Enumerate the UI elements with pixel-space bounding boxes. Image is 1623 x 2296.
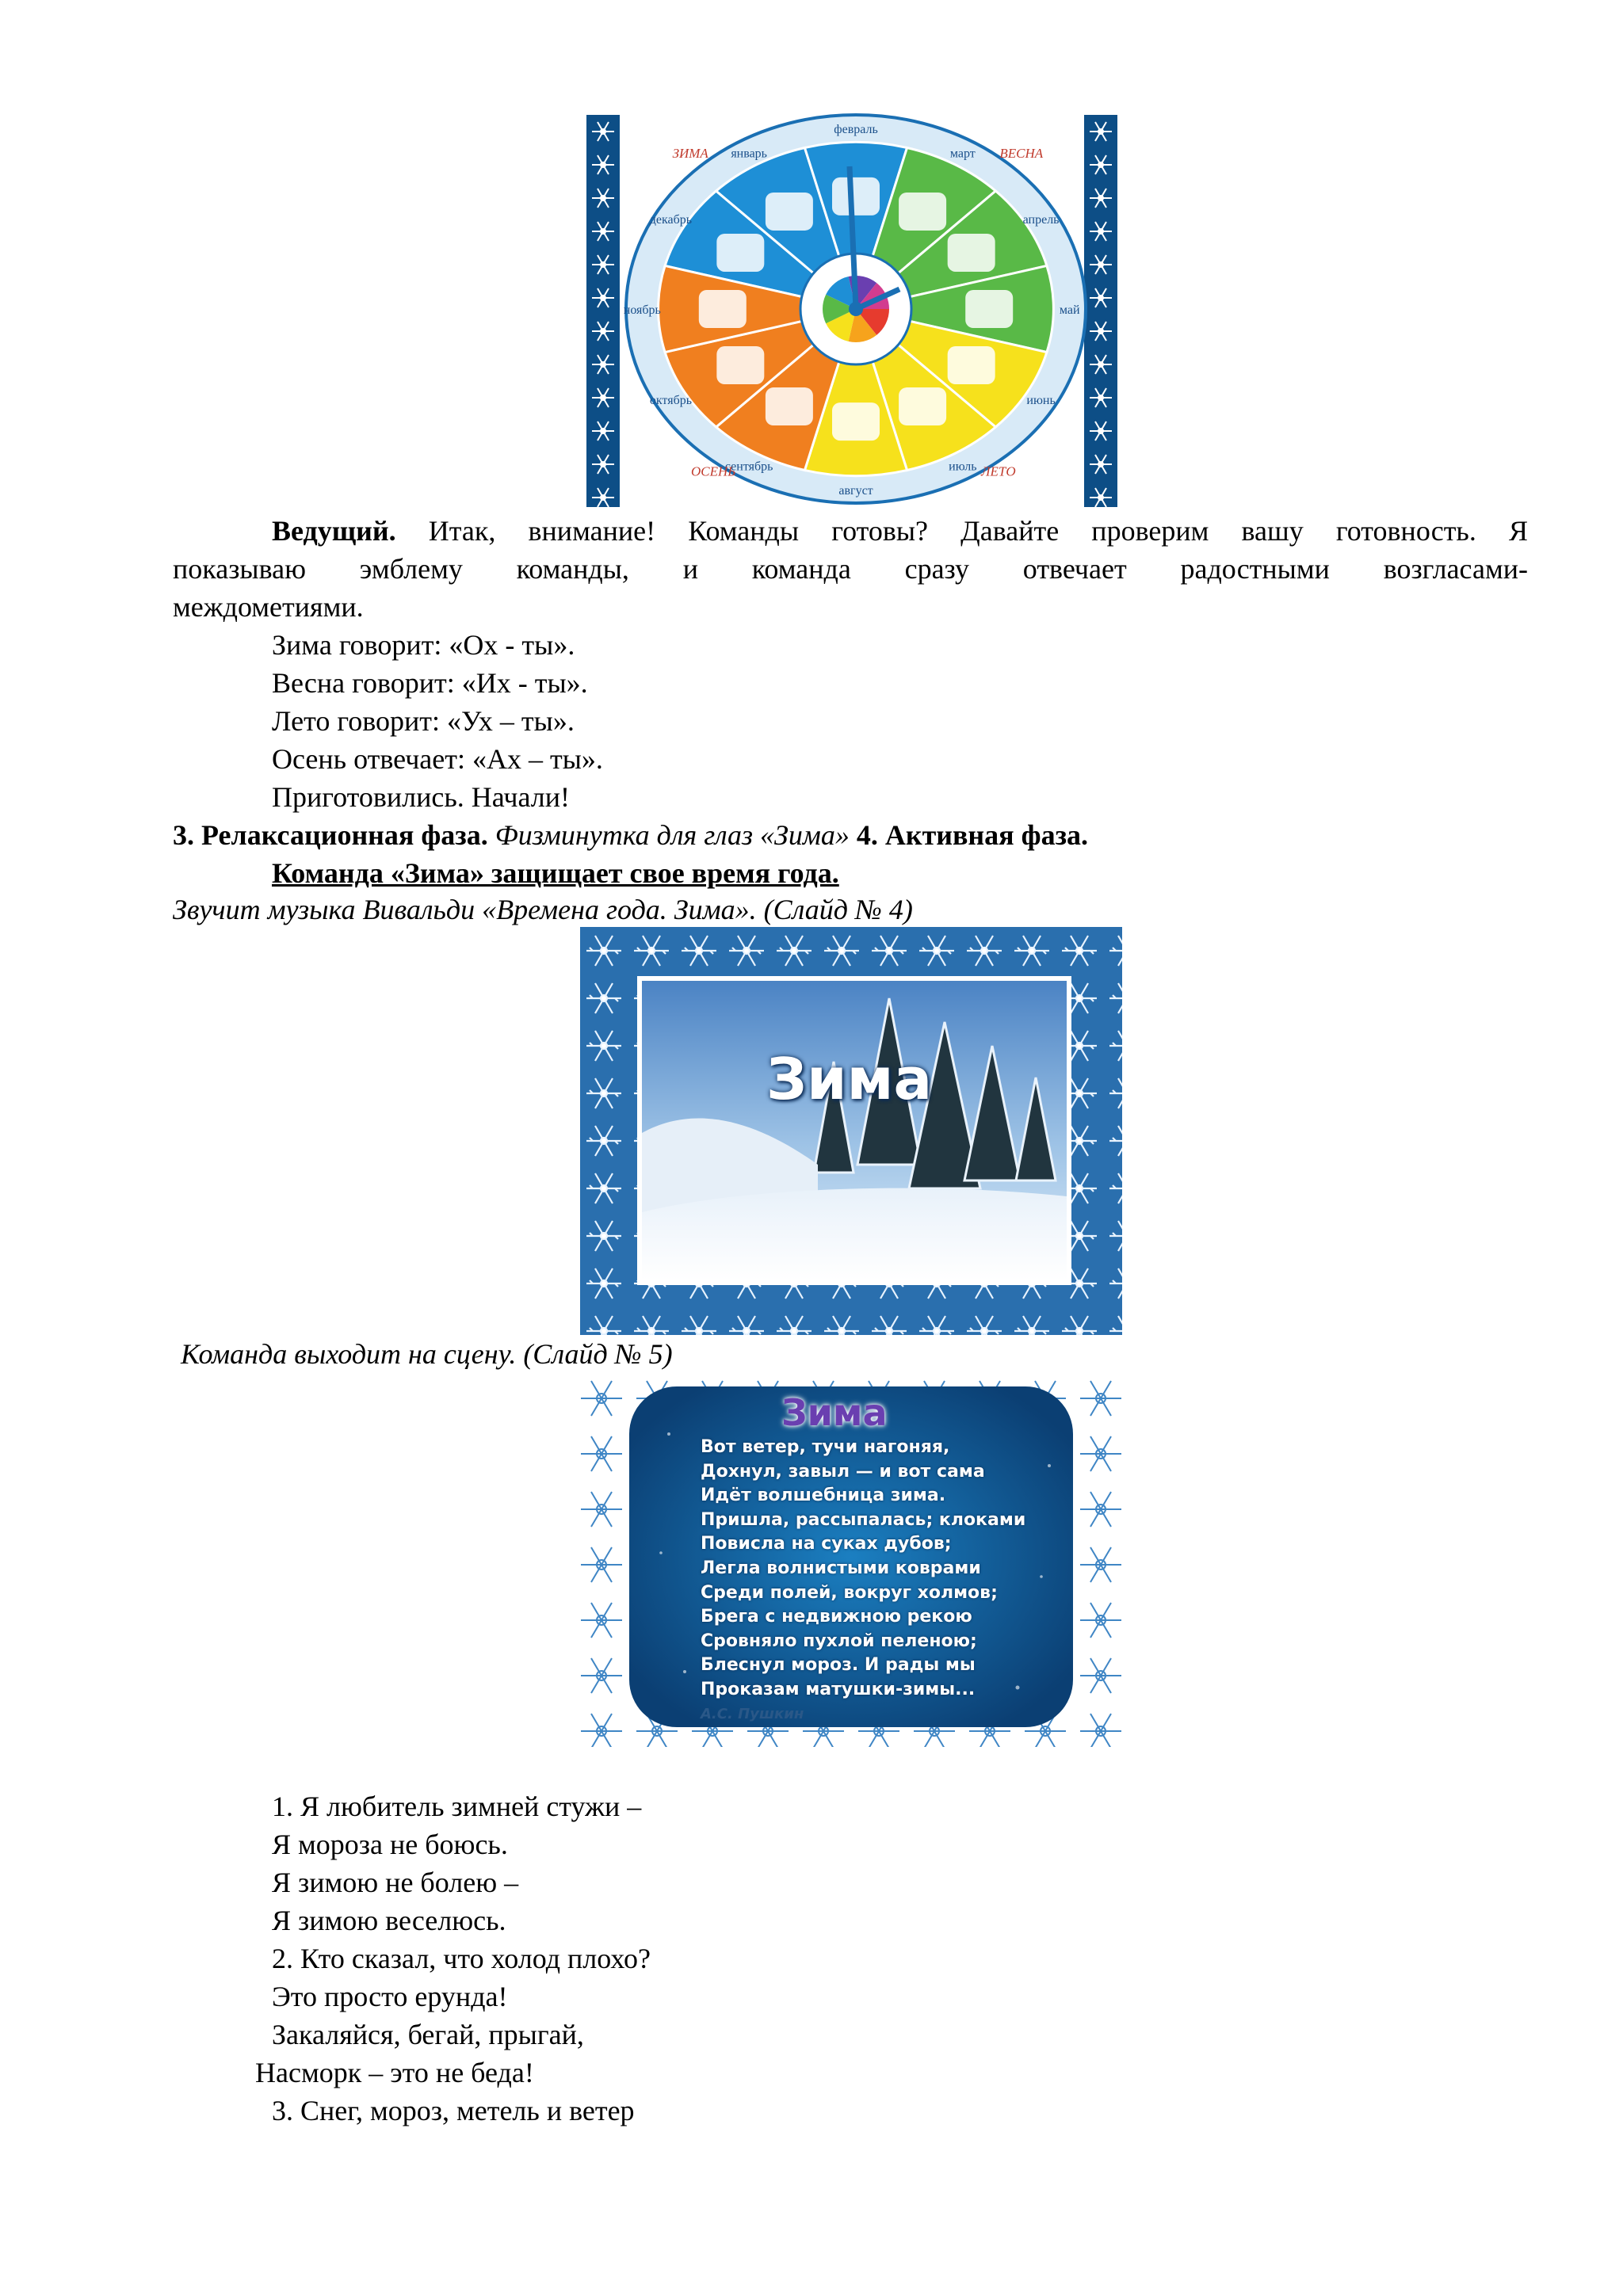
wheel-picture [699,290,747,328]
wheel-picture [832,177,880,215]
verse-line: 2. Кто сказал, что холод плохо? [272,1943,651,1974]
wheel-month-label: сентябрь [724,460,773,474]
reply-autumn: Осень отвечает: «Ах – ты». [272,743,603,775]
wheel-month-label: август [838,483,873,498]
reply-spring: Весна говорит: «Их - ты». [272,667,588,699]
phase4-label: 4. Активная фаза. [856,819,1089,851]
poem-line: Повисла на суках дубов; [701,1534,952,1554]
wheel-picture [965,290,1013,328]
wheel-picture [948,234,995,272]
poem-line: Проказам матушки-зимы... [701,1679,976,1699]
wheel-picture [766,193,813,231]
wheel-month-label: июнь [1026,393,1056,407]
wheel-month-label: октябрь [649,393,693,407]
wheel-picture [899,193,946,231]
poem-line: Брега с недвижною рекою [701,1607,972,1627]
wheel-month-label: январь [731,147,767,161]
poem-line: Идёт волшебница зима. [701,1486,946,1506]
slide-5-title: Зима [781,1391,888,1434]
verse-line: 3. Снег, мороз, метель и ветер [272,2095,635,2126]
wheel-picture [766,387,813,425]
poem-line: Легла волнистыми коврами [701,1558,981,1578]
slide-5-poem [701,1436,1025,1726]
wheel-season-label: ВЕСНА [999,145,1044,161]
music-note: Звучит музыка Вивальди «Времена года. Зима». (Слайд № 4) [173,894,913,925]
verse-line: 1. Я любитель зимней стужи – [272,1791,642,1822]
phase3-label: 3. Релаксационная фаза. [173,819,488,851]
poem-line: Вот ветер, тучи нагоняя, [701,1437,950,1457]
reply-winter: Зима говорит: «Ох - ты». [272,629,575,661]
verse-line: Это просто ерунда! [272,1981,508,2012]
wheel-picture [948,346,995,384]
wheel-picture [899,387,946,425]
verse-line: Я мороза не боюсь. [272,1829,508,1860]
team-heading: Команда «Зима» защищает свое время года. [272,857,839,889]
wheel-month-label: апрель [1022,213,1060,227]
wheel-pivot [849,302,863,316]
phase-heading [173,816,1088,854]
wheel-month-label: декабрь [649,213,693,227]
host-line-2: показываю эмблему команды, и команда сразу отвечает радостными возгласами- [173,553,1528,585]
wheel-month-label: март [949,147,976,161]
wheel-season-label: ЛЕТО [980,463,1016,479]
team-note: Команда выходит на сцену. (Слайд № 5) [181,1338,673,1370]
seasons-wheel [618,111,1094,507]
wheel-picture [832,402,880,441]
host-text-1: Итак, внимание! Команды готовы? Давайте проверим вашу готовность. Я [428,515,1528,547]
verse-line: Закаляйся, бегай, прыгай, [272,2019,584,2050]
ready-line: Приготовились. Начали! [272,781,570,813]
wheel-season-label: ЗИМА [672,145,708,161]
slide-4-frame [580,927,1122,1335]
poem-line: Среди полей, вокруг холмов; [701,1582,998,1603]
host-label: Ведущий. [272,515,396,547]
wheel-picture [716,346,764,384]
wheel-month-label: май [1059,303,1080,317]
seasons-wheel-image [618,111,1094,507]
verse-line: Я зимою веселюсь. [272,1905,506,1936]
wheel-picture [716,234,764,272]
host-line-3: междометиями. [173,591,364,623]
poem-line: Сровняло пухлой пеленою; [701,1630,977,1651]
wheel-month-label: февраль [834,123,878,137]
poem-line: Блеснул мороз. И рады мы [701,1655,976,1676]
host-line-1 [173,512,1528,550]
verse-line: Насморк – это не беда! [255,2057,534,2088]
verse-line: Я зимою не болею – [272,1867,519,1898]
reply-summer: Лето говорит: «Ух – ты». [272,705,575,737]
snowflake-border-left [586,115,620,507]
wheel-month-label: ноябрь [623,303,661,317]
slide-4-image [580,927,1122,1335]
poem-author: А.С. Пушкин [701,1705,804,1722]
poem-line: Дохнул, завыл — и вот сама [701,1461,985,1482]
poem-line: Пришла, рассыпалась; клоками [701,1509,1026,1530]
phase3-exercise: Физминутка для глаз «Зима» [495,819,850,851]
wheel-month-label: июль [949,460,977,474]
wheel-season-label: ОСЕНЬ [691,463,736,479]
slide-4-title: Зима [766,1046,933,1112]
slide-5-image [574,1371,1128,1747]
snowflake-pattern-left [586,115,620,507]
